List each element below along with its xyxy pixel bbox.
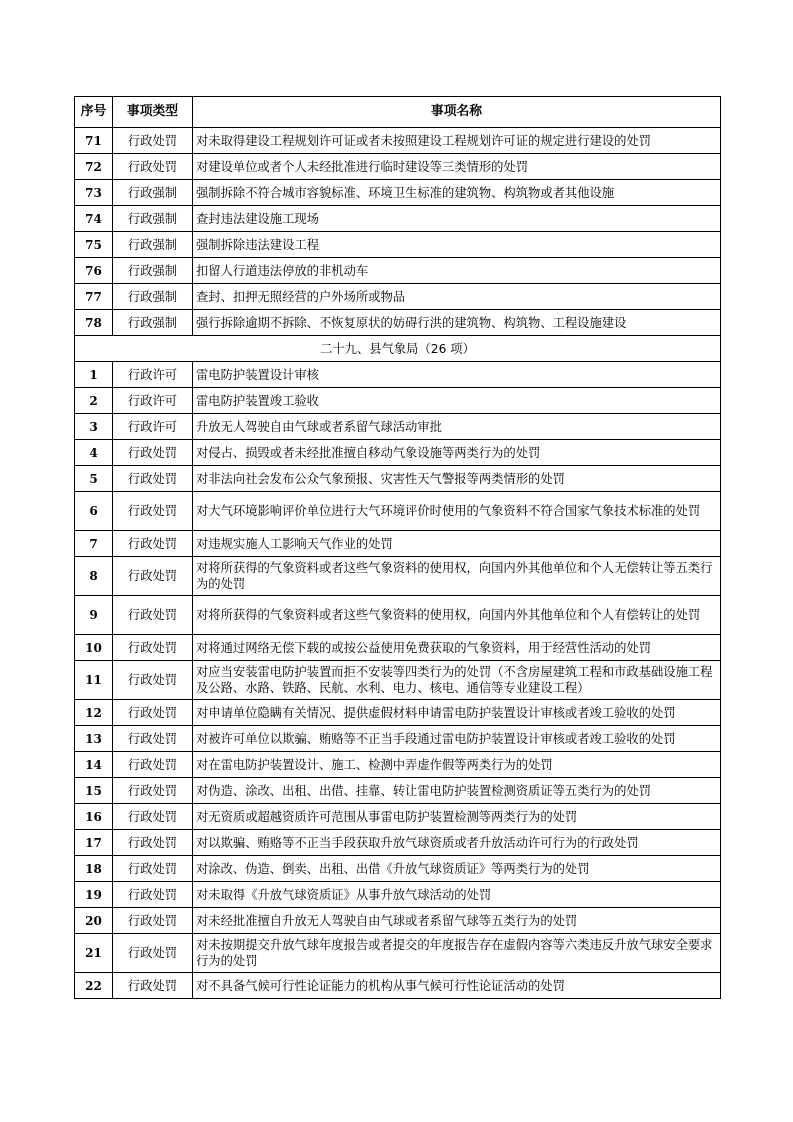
row-number: 4	[75, 440, 113, 466]
row-number: 77	[75, 284, 113, 310]
row-number: 19	[75, 882, 113, 908]
row-number: 17	[75, 830, 113, 856]
row-number: 72	[75, 154, 113, 180]
row-number: 13	[75, 726, 113, 752]
row-number: 71	[75, 128, 113, 154]
table-row	[75, 752, 721, 778]
row-type: 行政处罚	[113, 661, 193, 700]
table-row	[75, 778, 721, 804]
row-name: 对违规实施人工影响天气作业的处罚	[193, 531, 721, 557]
row-number: 5	[75, 466, 113, 492]
row-type: 行政处罚	[113, 934, 193, 973]
table-row	[75, 973, 721, 999]
row-type: 行政许可	[113, 414, 193, 440]
row-number: 76	[75, 258, 113, 284]
section-row	[75, 336, 721, 362]
row-name: 扣留人行道违法停放的非机动车	[193, 258, 721, 284]
table-row	[75, 882, 721, 908]
row-name: 对伪造、涂改、出租、出借、挂靠、转让雷电防护装置检测资质证等五类行为的处罚	[193, 778, 721, 804]
row-type: 行政处罚	[113, 492, 193, 531]
row-number: 3	[75, 414, 113, 440]
row-name: 对将通过网络无偿下载的或按公益使用免费获取的气象资料，用于经营性活动的处罚	[193, 635, 721, 661]
table-row	[75, 362, 721, 388]
row-type: 行政处罚	[113, 908, 193, 934]
table-header-row	[75, 97, 721, 128]
row-name: 强制拆除不符合城市容貌标准、环境卫生标准的建筑物、构筑物或者其他设施	[193, 180, 721, 206]
row-type: 行政处罚	[113, 856, 193, 882]
row-type: 行政处罚	[113, 440, 193, 466]
header-type: 事项类型	[113, 97, 193, 128]
row-type: 行政处罚	[113, 466, 193, 492]
row-name: 雷电防护装置设计审核	[193, 362, 721, 388]
row-number: 1	[75, 362, 113, 388]
row-type: 行政处罚	[113, 973, 193, 999]
table-body-top	[75, 128, 721, 336]
row-type: 行政处罚	[113, 596, 193, 635]
row-type: 行政处罚	[113, 154, 193, 180]
row-number: 74	[75, 206, 113, 232]
row-number: 20	[75, 908, 113, 934]
row-type: 行政强制	[113, 232, 193, 258]
row-name: 对无资质或超越资质许可范围从事雷电防护装置检测等两类行为的处罚	[193, 804, 721, 830]
row-name: 对未取得建设工程规划许可证或者未按照建设工程规划许可证的规定进行建设的处罚	[193, 128, 721, 154]
row-name: 查封、扣押无照经营的户外场所或物品	[193, 284, 721, 310]
row-name: 对在雷电防护装置设计、施工、检测中弄虚作假等两类行为的处罚	[193, 752, 721, 778]
row-number: 8	[75, 557, 113, 596]
table-row	[75, 388, 721, 414]
row-name: 对不具备气候可行性论证能力的机构从事气候可行性论证活动的处罚	[193, 973, 721, 999]
row-number: 10	[75, 635, 113, 661]
row-number: 9	[75, 596, 113, 635]
row-type: 行政处罚	[113, 804, 193, 830]
table-row	[75, 804, 721, 830]
row-number: 16	[75, 804, 113, 830]
row-number: 18	[75, 856, 113, 882]
row-type: 行政处罚	[113, 830, 193, 856]
table-row	[75, 440, 721, 466]
row-type: 行政强制	[113, 310, 193, 336]
row-number: 73	[75, 180, 113, 206]
table-row	[75, 466, 721, 492]
row-name: 对侵占、损毁或者未经批准擅自移动气象设施等两类行为的处罚	[193, 440, 721, 466]
row-type: 行政处罚	[113, 882, 193, 908]
table-row	[75, 310, 721, 336]
row-number: 11	[75, 661, 113, 700]
row-name: 强制拆除违法建设工程	[193, 232, 721, 258]
row-name: 查封违法建设施工现场	[193, 206, 721, 232]
row-number: 14	[75, 752, 113, 778]
items-table	[74, 96, 721, 999]
table-row	[75, 414, 721, 440]
table-row	[75, 206, 721, 232]
row-name: 对未按期提交升放气球年度报告或者提交的年度报告存在虚假内容等六类违反升放气球安全要求行为的处罚	[193, 934, 721, 973]
row-name: 强行拆除逾期不拆除、不恢复原状的妨碍行洪的建筑物、构筑物、工程设施建设	[193, 310, 721, 336]
table-row	[75, 596, 721, 635]
row-type: 行政强制	[113, 258, 193, 284]
section-title: 二十九、县气象局（26 项）	[75, 336, 721, 362]
row-number: 12	[75, 700, 113, 726]
row-name: 对应当安装雷电防护装置而拒不安装等四类行为的处罚（不含房屋建筑工程和市政基础设施工程及公路、水路、铁路、民航、水利、电力、核电、通信等专业建设工程）	[193, 661, 721, 700]
row-type: 行政处罚	[113, 128, 193, 154]
row-name: 对被许可单位以欺骗、贿赂等不正当手段通过雷电防护装置设计审核或者竣工验收的处罚	[193, 726, 721, 752]
row-number: 21	[75, 934, 113, 973]
row-name: 对以欺骗、贿赂等不正当手段获取升放气球资质或者升放活动许可行为的行政处罚	[193, 830, 721, 856]
table-body-bottom	[75, 362, 721, 999]
table-row	[75, 830, 721, 856]
table-row	[75, 232, 721, 258]
row-number: 6	[75, 492, 113, 531]
row-name: 对申请单位隐瞒有关情况、提供虚假材料申请雷电防护装置设计审核或者竣工验收的处罚	[193, 700, 721, 726]
row-number: 2	[75, 388, 113, 414]
row-type: 行政处罚	[113, 531, 193, 557]
row-type: 行政处罚	[113, 752, 193, 778]
row-type: 行政许可	[113, 362, 193, 388]
table-row	[75, 908, 721, 934]
table-row	[75, 492, 721, 531]
row-name: 对非法向社会发布公众气象预报、灾害性天气警报等两类情形的处罚	[193, 466, 721, 492]
row-name: 升放无人驾驶自由气球或者系留气球活动审批	[193, 414, 721, 440]
row-number: 15	[75, 778, 113, 804]
row-name: 对未取得《升放气球资质证》从事升放气球活动的处罚	[193, 882, 721, 908]
row-type: 行政强制	[113, 180, 193, 206]
row-number: 75	[75, 232, 113, 258]
table-row	[75, 934, 721, 973]
row-name: 对涂改、伪造、倒卖、出租、出借《升放气球资质证》等两类行为的处罚	[193, 856, 721, 882]
row-type: 行政许可	[113, 388, 193, 414]
table-row	[75, 700, 721, 726]
row-name: 对未经批准擅自升放无人驾驶自由气球或者系留气球等五类行为的处罚	[193, 908, 721, 934]
table-row	[75, 726, 721, 752]
row-type: 行政处罚	[113, 700, 193, 726]
table-row	[75, 635, 721, 661]
row-name: 对大气环境影响评价单位进行大气环境评价时使用的气象资料不符合国家气象技术标准的处罚	[193, 492, 721, 531]
row-name: 对建设单位或者个人未经批准进行临时建设等三类情形的处罚	[193, 154, 721, 180]
row-number: 78	[75, 310, 113, 336]
table-row	[75, 856, 721, 882]
table-row	[75, 661, 721, 700]
table-row	[75, 128, 721, 154]
table-row	[75, 284, 721, 310]
row-name: 雷电防护装置竣工验收	[193, 388, 721, 414]
row-name: 对将所获得的气象资料或者这些气象资料的使用权，向国内外其他单位和个人无偿转让等五类行为的处罚	[193, 557, 721, 596]
header-no: 序号	[75, 97, 113, 128]
row-number: 22	[75, 973, 113, 999]
table-row	[75, 557, 721, 596]
table-row	[75, 154, 721, 180]
row-type: 行政处罚	[113, 778, 193, 804]
row-type: 行政处罚	[113, 557, 193, 596]
row-type: 行政处罚	[113, 726, 193, 752]
row-type: 行政强制	[113, 206, 193, 232]
row-number: 7	[75, 531, 113, 557]
table-row	[75, 258, 721, 284]
table-row	[75, 531, 721, 557]
row-type: 行政强制	[113, 284, 193, 310]
table-row	[75, 180, 721, 206]
row-type: 行政处罚	[113, 635, 193, 661]
header-name: 事项名称	[193, 97, 721, 128]
row-name: 对将所获得的气象资料或者这些气象资料的使用权，向国内外其他单位和个人有偿转让的处罚	[193, 596, 721, 635]
